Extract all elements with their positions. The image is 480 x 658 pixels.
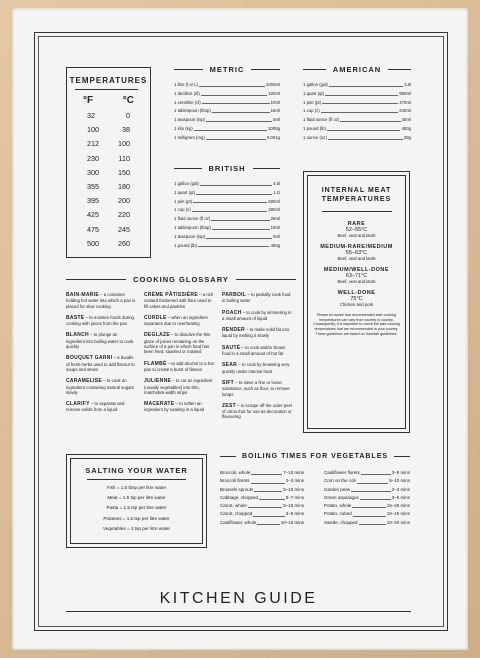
leader-line (199, 81, 265, 87)
meat-doneness-temp: 75°C (350, 296, 363, 302)
american-unit: 1 pound (lb) (303, 125, 326, 131)
metric-unit: 1 decilitre (dl) (174, 90, 200, 96)
glossary-definition: – to cook by simmering in a small amount of liquid (222, 309, 292, 321)
british-unit: 1 gallon (gal) (174, 181, 199, 186)
boiling-row (220, 486, 304, 494)
leader-line (351, 486, 391, 492)
meat-doneness-name: MEDIUM-RARE/MEDIUM (320, 244, 393, 250)
metric-value: 10ml (270, 99, 280, 105)
temperature-row (87, 123, 130, 137)
british-row (174, 242, 280, 251)
glossary-column-1 (66, 292, 137, 426)
fahrenheit-value: 300 (87, 167, 99, 177)
vegetable-name: Brussels sprouts (220, 486, 254, 492)
leader-line (257, 519, 279, 525)
glossary-heading: COOKING GLOSSARY (133, 275, 229, 284)
glossary-term: CRÈME PÂTISSIÈRE (144, 292, 198, 298)
british-row (174, 215, 280, 224)
glossary-definition: – to partially cook food in boiling water (222, 292, 291, 304)
glossary-term: PARBOIL (222, 292, 247, 298)
glossary-term: CARAMELISE (66, 378, 103, 385)
british-row (174, 233, 280, 242)
british-unit: 1 pint (pt) (174, 198, 193, 204)
glossary-definition: – when an ingredient separates due to overheating (144, 314, 208, 327)
celsius-value: 200 (118, 196, 130, 206)
glossary-definition: – a container holding hot water into which a pan is placed for slow cooking (66, 292, 136, 309)
british-heading: BRITISH (208, 164, 246, 173)
british-unit: 1 fluid ounce (fl oz) (174, 216, 211, 222)
vegetable-name: Broccoli, whole (220, 470, 251, 475)
meat-temperatures-box (303, 171, 410, 433)
metric-unit: 1 litre (l or L) (174, 82, 199, 87)
metric-value: 1000ml (265, 82, 280, 87)
glossary-definition: – to make solid fat into liquid by melting it slowly (222, 327, 290, 339)
glossary-term: BASTE (66, 314, 85, 321)
vegetable-name: Cauliflower, whole (220, 519, 257, 525)
metric-unit: 1 tablespoon (tbsp) (174, 108, 211, 114)
glossary-column-3 (222, 292, 293, 426)
metric-row (174, 107, 280, 116)
boiling-row (220, 510, 304, 518)
meat-doneness-name: MEDIUM/WELL-DONE (323, 267, 390, 273)
american-row (303, 134, 411, 143)
vegetable-name: Cabbage, chopped (220, 494, 259, 500)
american-value: 470ml (399, 99, 411, 105)
american-unit: 1 ounce (oz) (303, 134, 327, 140)
fahrenheit-value: 355 (87, 181, 99, 191)
glossary-entry (144, 332, 215, 354)
boiling-time: 5–10 mins (283, 486, 304, 492)
boiling-time: 10–15 mins (386, 511, 410, 517)
celsius-header: °C (122, 95, 134, 106)
glossary-term: SAUTÉ (222, 344, 241, 351)
celsius-value: 220 (118, 210, 130, 220)
leader-line (206, 134, 266, 140)
leader-line (352, 502, 385, 508)
boiling-time: 5–10 mins (389, 478, 410, 484)
meat-doneness-name: WELL-DONE (337, 290, 376, 296)
fahrenheit-value: 32 (87, 111, 95, 120)
leader-line (251, 469, 282, 475)
glossary-entry (222, 403, 293, 420)
leader-line (357, 477, 388, 483)
boiling-time: 5–15 mins (283, 503, 304, 509)
glossary-entry (66, 292, 137, 309)
metric-row (174, 99, 280, 108)
boiling-row (220, 502, 304, 510)
leader-line (328, 134, 403, 140)
american-row (303, 107, 411, 116)
boiling-row (324, 469, 410, 477)
leader-line (192, 206, 268, 212)
glossary-term: MACERATE (144, 401, 175, 408)
leader-line (340, 116, 400, 122)
british-row (174, 198, 280, 207)
glossary-definition: – to scrape off the outer peel of citrus fruit for use as decoration or flavouring (222, 402, 292, 420)
metric-section (174, 65, 280, 143)
glossary-term: POACH (222, 309, 242, 316)
leader-line (329, 81, 403, 87)
boiling-row (220, 494, 304, 502)
glossary-definition: – to moisten foods during cooking with juices from the pan (66, 314, 134, 327)
glossary-definition: – to sieve a fine or loose substance, such as flour, to remove lumps (222, 379, 290, 397)
vegetable-name: Carrot, whole (220, 503, 247, 509)
fahrenheit-value: 230 (87, 153, 99, 163)
glossary-definition: – to cook an ingredient containing natural sugars slowly (66, 378, 135, 395)
celsius-value: 245 (118, 224, 130, 234)
fahrenheit-value: 212 (87, 139, 99, 149)
celsius-value: 180 (118, 181, 130, 191)
fahrenheit-value: 475 (87, 224, 99, 234)
salting-box (66, 454, 207, 548)
american-row (303, 116, 411, 125)
glossary-entry (66, 378, 137, 395)
temperatures-heading: TEMPERATURES (69, 76, 148, 85)
fahrenheit-value: 100 (87, 125, 99, 135)
glossary-entry (66, 355, 137, 372)
leader-line (253, 510, 284, 516)
boiling-time: 10–15 mins (280, 519, 304, 525)
glossary-entry (222, 310, 293, 322)
meat-doneness-list (312, 221, 401, 307)
temperatures-box (66, 67, 151, 258)
metric-value: 100ml (268, 90, 280, 96)
temperature-row (87, 194, 130, 208)
leader-line (193, 198, 267, 204)
vegetable-name: Broccoli florets (220, 478, 250, 484)
vegetable-name: Swede, chopped (324, 519, 358, 525)
british-value: 5ml (273, 233, 280, 239)
british-unit: 1 tablespoon (tbsp) (174, 224, 211, 230)
boiling-column-2 (324, 469, 410, 527)
boiling-column-1 (220, 469, 304, 527)
glossary-term: CURDLE (144, 314, 167, 321)
leader-line (194, 125, 267, 131)
meat-doneness-cuts: Beef, veal and lamb (337, 256, 376, 261)
american-section (303, 65, 411, 143)
meat-heading-line1: INTERNAL MEAT (321, 187, 392, 194)
glossary-entry (222, 345, 293, 357)
glossary-entry (222, 362, 293, 374)
glossary-term: SEAR (222, 362, 238, 369)
leader-line (322, 99, 398, 105)
boiling-row (324, 510, 410, 518)
glossary-term: JULIENNE (144, 378, 172, 385)
boiling-time: 3–5 mins (285, 511, 304, 517)
boiling-time: 2–3 mins (391, 486, 410, 492)
metric-value: 15ml (270, 108, 280, 114)
glossary-definition: – to soften an ingredient by soaking in a liquid (144, 401, 204, 413)
american-heading: AMERICAN (332, 65, 382, 74)
american-row (303, 99, 411, 108)
glossary-entry (144, 315, 215, 327)
american-value: 3.8l (404, 82, 411, 87)
temperature-row (87, 109, 130, 123)
vegetable-name: Potato, cubed (324, 511, 352, 517)
boiling-time: 3–5 mins (391, 494, 410, 500)
british-value: 4.5l (273, 181, 280, 186)
glossary-definition: – a rich custard thickened with flour used to fill cakes and pastries (144, 292, 214, 309)
british-unit: 1 pound (lb) (174, 242, 197, 248)
glossary-term: BLANCH (66, 332, 89, 339)
glossary-entry (144, 292, 215, 309)
british-section (174, 164, 280, 250)
leader-line (200, 180, 272, 186)
metric-unit: 1 milligram (mg) (174, 134, 205, 140)
glossary-term: BOUQUET GARNI (66, 355, 113, 362)
glossary-entry (222, 292, 293, 304)
glossary-section (66, 275, 296, 426)
boiling-time: 2–3 mins (285, 478, 304, 484)
metric-unit: 1 kilo (kg) (174, 125, 193, 131)
metric-heading: METRIC (209, 65, 245, 74)
boiling-row (220, 519, 304, 527)
leader-line (211, 215, 269, 221)
leader-line (196, 189, 272, 195)
leader-line (248, 502, 282, 508)
boiling-time: 15–25 mins (386, 503, 410, 509)
glossary-entry (66, 401, 137, 413)
temperatures-table (87, 109, 130, 251)
meat-doneness-temp: 63–71°C (345, 273, 368, 279)
leader-line (360, 494, 391, 500)
vegetable-name: Garden peas (324, 486, 351, 492)
british-row (174, 189, 280, 198)
leader-line (359, 519, 386, 525)
salting-list (67, 483, 206, 534)
glossary-definition: – to add alcohol to a hot pan to create a burst of flames (144, 360, 214, 372)
glossary-entry (144, 361, 215, 373)
temperature-row (87, 223, 130, 237)
boiling-heading: BOILING TIMES FOR VEGETABLES (241, 453, 389, 460)
american-value: 950ml (399, 90, 411, 96)
boiling-row (324, 477, 410, 485)
boiling-time: 7–10 mins (283, 470, 304, 475)
glossary-entry (144, 378, 215, 395)
salting-item: Potatoes = 1.5 tsp per litre water (103, 515, 170, 521)
british-row (174, 180, 280, 189)
leader-line (321, 107, 399, 113)
celsius-value: 0 (126, 111, 130, 120)
leader-line (327, 125, 401, 131)
celsius-value: 100 (118, 139, 130, 149)
vegetable-name: Green asparagus (324, 494, 359, 500)
glossary-entry (66, 332, 137, 349)
salting-item: Fish = 1.5 tbsp per litre water (106, 485, 167, 490)
british-row (174, 206, 280, 215)
leader-line (325, 90, 398, 96)
leader-line (251, 477, 285, 483)
fahrenheit-header: °F (83, 95, 94, 106)
boiling-row (324, 519, 410, 527)
glossary-entry (144, 401, 215, 413)
celsius-value: 150 (118, 167, 130, 177)
british-value: 600ml (268, 198, 280, 204)
metric-row (174, 134, 280, 143)
meat-doneness-temp: 55–63°C (345, 250, 368, 256)
meat-doneness-cuts: Chicken and pork (339, 302, 374, 307)
british-value: 28ml (270, 216, 280, 222)
glossary-term: ZEST (222, 402, 236, 409)
glossary-term: SIFT (222, 379, 235, 386)
celsius-value: 38 (122, 125, 130, 135)
metric-value: 1000g (268, 125, 280, 131)
boiling-time: 5–7 mins (285, 494, 304, 500)
vegetable-name: Cauliflower florets (324, 470, 360, 475)
glossary-term: CLARIFY (66, 401, 90, 408)
vegetable-name: Corn on the cob (324, 478, 357, 484)
leader-line (198, 242, 270, 248)
temperature-row (87, 166, 130, 180)
glossary-term: BAIN-MARIE (66, 292, 99, 298)
leader-line (202, 99, 270, 105)
temperature-row (87, 208, 130, 222)
glossary-entry (222, 327, 293, 339)
fahrenheit-value: 500 (87, 238, 99, 248)
glossary-entry (222, 380, 293, 397)
glossary-definition: – to cut an ingredient (usually vegetables) into thin, matchstick-width strips (144, 378, 213, 395)
metric-row (174, 125, 280, 134)
american-row (303, 125, 411, 134)
american-table (303, 81, 411, 143)
glossary-definition: – to plunge an ingredient into boiling water to cook quickly (66, 332, 134, 350)
american-unit: 1 fluid ounce (fl oz) (303, 117, 340, 123)
salting-heading: SALTING YOUR WATER (85, 466, 188, 475)
leader-line (212, 107, 270, 113)
temperature-row (87, 137, 130, 151)
fahrenheit-value: 425 (87, 210, 99, 220)
british-unit: 1 quart (qt) (174, 189, 196, 195)
page-title: KITCHEN GUIDE (159, 590, 318, 607)
british-unit: 1 cup (c) (174, 207, 191, 213)
american-unit: 1 quart (qt) (303, 90, 325, 96)
glossary-entry (66, 315, 137, 327)
meat-doneness-temp: 52–55°C (345, 227, 368, 233)
metric-row (174, 116, 280, 125)
meat-doneness-cuts: Beef, veal and lamb (337, 233, 376, 238)
boiling-time: 3–5 mins (391, 470, 410, 475)
american-value: 28g (403, 134, 411, 140)
metric-value: 5ml (273, 117, 280, 123)
leader-line (206, 233, 272, 239)
american-row (303, 90, 411, 99)
british-value: 1.1l (273, 189, 280, 195)
american-unit: 1 gallon (gal) (303, 82, 328, 87)
british-value: 15ml (270, 224, 280, 230)
american-value: 30ml (401, 117, 411, 123)
temperature-row (87, 152, 130, 166)
metric-value: 0.001g (266, 134, 280, 140)
meat-note: Please be aware that recommended safe cooking temperatures can vary from country to country. Consequently, it is important to check the safe cooking temperatures that are recommended in your country. These guidelines are based on Swedish guidelines. (313, 313, 400, 336)
american-value: 450g (401, 125, 411, 131)
salting-item: Pasta = 1.5 tsp per litre water (106, 505, 167, 511)
glossary-definition: – to dissolve the thin glaze of juices remaining on the surface of a pan in which food has been fried, sautéed or roasted (144, 332, 211, 355)
glossary-definition: – a bundle of fresh herbs used to add flavour to soups and stews (66, 355, 135, 372)
british-unit: 1 teaspoon (tsp) (174, 233, 206, 239)
glossary-column-2 (144, 292, 215, 426)
metric-row (174, 81, 280, 90)
metric-unit: 1 teaspoon (tsp) (174, 117, 206, 123)
american-row (303, 81, 411, 90)
celsius-value: 260 (118, 238, 130, 248)
vegetable-name: Carrot, chopped (220, 511, 253, 517)
boiling-row (324, 486, 410, 494)
boiling-row (220, 477, 304, 485)
meat-doneness-cuts: Beef, veal and lamb (337, 279, 376, 284)
american-unit: 1 pint (pt) (303, 99, 322, 105)
temperature-row (87, 180, 130, 194)
glossary-definition: – to cook by browning very quickly under intense heat (222, 362, 290, 374)
glossary-definition: – to cook and/or brown food in a small amount of hot fat (222, 344, 286, 357)
british-table (174, 180, 280, 250)
glossary-definition: – to separate and remove solids from a liquid (66, 401, 125, 413)
boiling-row (220, 469, 304, 477)
leader-line (206, 116, 272, 122)
metric-unit: 1 centilitre (cl) (174, 99, 201, 105)
leader-line (259, 494, 285, 500)
temperature-row (87, 237, 130, 251)
vegetable-name: Potato, whole (324, 503, 352, 509)
boiling-time: 10–20 mins (386, 519, 410, 525)
boiling-row (324, 494, 410, 502)
british-row (174, 224, 280, 233)
leader-line (212, 224, 270, 230)
british-value: 280ml (268, 207, 280, 213)
celsius-value: 110 (118, 153, 130, 163)
meat-heading-line2: TEMPERATURES (321, 196, 392, 203)
leader-line (254, 486, 282, 492)
american-unit: 1 cup (c) (303, 108, 320, 114)
boiling-row (324, 502, 410, 510)
american-value: 240ml (399, 108, 411, 114)
salting-item: Meat = 1.5 tsp per litre water (107, 495, 166, 501)
title-underline (66, 611, 411, 612)
leader-line (201, 90, 267, 96)
glossary-term: RENDER (222, 327, 245, 334)
glossary-term: FLAMBÉ (144, 360, 167, 367)
glossary-term: DEGLAZE (144, 332, 170, 339)
metric-table (174, 81, 280, 143)
metric-row (174, 90, 280, 99)
salting-item: Vegetables = 2 tsp per litre water (102, 525, 171, 531)
boiling-section (220, 453, 410, 527)
leader-line (361, 469, 391, 475)
meat-doneness-name: RARE (347, 221, 366, 227)
british-value: 450g (270, 242, 280, 248)
fahrenheit-value: 395 (87, 196, 99, 206)
leader-line (353, 510, 386, 516)
